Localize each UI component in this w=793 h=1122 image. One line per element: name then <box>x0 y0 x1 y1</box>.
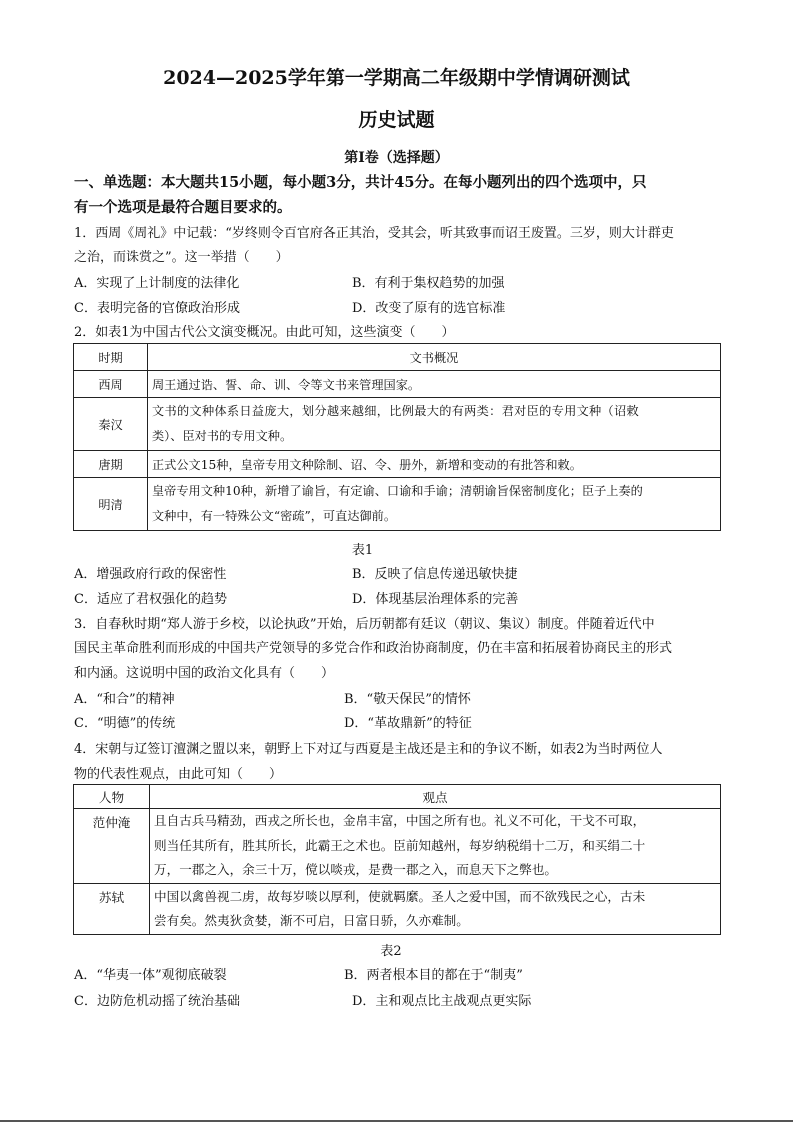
q1-option-a[interactable]: A．实现了上计制度的法律化 <box>74 276 240 291</box>
table-row <box>74 451 721 478</box>
table-row <box>74 478 721 531</box>
table-row <box>74 809 721 884</box>
table-2-view-line: 则当任其所有，胜其所长，此霸王之术也。臣前知越州，每岁纳税绢十二万，和买绢二十 <box>154 837 646 853</box>
q4-option-a[interactable]: A．“华夷一体”观彻底破裂 <box>74 968 227 983</box>
table-1-header-row <box>74 344 721 371</box>
q3-option-d[interactable]: D．“革故鼎新”的特征 <box>344 716 472 731</box>
paper-subtitle: 历史试题 <box>358 109 435 131</box>
volume-heading: 第Ⅰ卷（选择题） <box>344 150 449 166</box>
table-2-view-line: 尝有矣。然夷狄贪婪，渐不可启，日富日骄，久亦难制。 <box>154 913 469 928</box>
q2-option-a[interactable]: A．增强政府行政的保密性 <box>74 567 227 582</box>
table-2 <box>73 784 721 935</box>
table-2-caption: 表2 <box>380 944 402 959</box>
q4-stem-line1: 4．宋朝与辽签订澶渊之盟以来，朝野上下对辽与西夏是主战还是主和的争议不断，如表2为当时两位人 <box>74 742 663 757</box>
table-2-header-person: 人物 <box>74 785 150 809</box>
table-1-header-period: 时期 <box>74 344 148 371</box>
table-1-period-cell: 明清 <box>74 478 148 531</box>
table-1-content-cell <box>148 398 721 451</box>
table-1-content-line: 周王通过诰、誓、命、训、令等文书来管理国家。 <box>152 377 421 392</box>
table-2-header-row <box>74 785 721 809</box>
q1-option-d[interactable]: D．改变了原有的选官标准 <box>352 301 506 316</box>
table-1-content-line: 文种中，有一特殊公文“密疏”，可直达御前。 <box>152 509 397 523</box>
table-2-person-cell: 范仲淹 <box>74 809 150 884</box>
table-1-period-cell: 西周 <box>74 371 148 398</box>
table-1-content-line: 正式公文15种，皇帝专用文种除制、诏、令、册外，新增和变动的有批答和敕。 <box>152 457 582 472</box>
table-row <box>74 884 721 935</box>
q1-stem-line1: 1．西周《周礼》中记载：“岁终则令百官府各正其治，受其会，听其致事而诏王废置。三岁，则大计群吏 <box>74 226 674 241</box>
table-1-content-cell <box>148 451 721 478</box>
q3-option-c[interactable]: C．“明德”的传统 <box>74 716 176 731</box>
q1-option-c[interactable]: C．表明完备的官僚政治形成 <box>74 301 240 316</box>
table-2-view-line: 中国以禽兽视二虏，故每岁啖以厚利，使就羁縻。圣人之爱中国，而不欲残民之心，古未 <box>154 888 646 904</box>
q1-stem-line2: 之治，而诛赏之”。这一举措（ ） <box>74 250 289 265</box>
q3-option-a[interactable]: A．“和合”的精神 <box>74 692 175 707</box>
table-2-view-cell <box>150 809 721 884</box>
table-row <box>74 371 721 398</box>
q3-stem-line3: 和内涵。这说明中国的政治文化具有（ ） <box>74 666 335 681</box>
table-2-view-line: 且自古兵马精劲，西戎之所长也，金帛丰富，中国之所有也。礼义不可化，干戈不可取， <box>154 813 646 829</box>
table-1-period-cell: 唐期 <box>74 451 148 478</box>
exam-title: 2024—2025学年第一学期高二年级期中学情调研测试 <box>163 67 630 89</box>
q4-option-c[interactable]: C．边防危机动摇了统治基础 <box>74 994 240 1009</box>
table-1-content-cell <box>148 371 721 398</box>
q4-option-d[interactable]: D．主和观点比主战观点更实际 <box>352 994 532 1009</box>
table-1-period-cell: 秦汉 <box>74 398 148 451</box>
table-row <box>74 398 721 451</box>
table-1-content-line: 皇帝专用文种10种，新增了谕旨，有定谕、口谕和手谕；清朝谕旨保密制度化；臣子上奏的 <box>152 484 643 498</box>
table-1-content-cell <box>148 478 721 531</box>
table-2-person-cell: 苏轼 <box>74 884 150 935</box>
table-2-view-cell <box>150 884 721 935</box>
q1-option-b[interactable]: B．有利于集权趋势的加强 <box>352 276 505 291</box>
q2-stem: 2．如表1为中国古代公文演变概况。由此可知，这些演变（ ） <box>74 325 455 340</box>
q4-stem-line2: 物的代表性观点，由此可知（ ） <box>74 767 283 782</box>
q3-option-b[interactable]: B．“敬天保民”的情怀 <box>344 692 471 707</box>
table-1 <box>73 343 721 531</box>
section-instruction-line2: 有一个选项是最符合题目要求的。 <box>74 199 292 216</box>
table-1-header-content: 文书概况 <box>148 344 721 371</box>
table-1-content-line: 文书的文种体系日益庞大，划分越来越细，比例最大的有两类：君对臣的专用文种（诏敕 <box>152 404 640 418</box>
table-2-view-line: 万，一郡之入，余三十万，傥以啖戎，是费一郡之入，而息天下之弊也。 <box>154 862 557 878</box>
section-instruction-line1: 一、单选题：本大题共15小题，每小题3分，共计45分。在每小题列出的四个选项中，只 <box>74 174 647 191</box>
q3-stem-line1: 3．自春秋时期“郑人游于乡校，以论执政”开始，后历朝都有廷议（朝议、集议）制度。伴随着近代中 <box>74 617 655 632</box>
q3-stem-line2: 国民主革命胜利而形成的中国共产党领导的多党合作和政治协商制度，仍在丰富和拓展着协商民主的形式 <box>74 641 673 656</box>
table-2-header-view: 观点 <box>150 785 721 809</box>
q4-option-b[interactable]: B．两者根本目的都在于“制夷” <box>344 968 523 983</box>
q2-option-d[interactable]: D．体现基层治理体系的完善 <box>352 592 519 607</box>
q2-option-b[interactable]: B．反映了信息传递迅敏快捷 <box>352 567 518 582</box>
q2-option-c[interactable]: C．适应了君权强化的趋势 <box>74 592 227 607</box>
table-1-caption: 表1 <box>351 543 374 558</box>
table-1-content-line: 类）、臣对书的专用文种。 <box>152 429 293 443</box>
